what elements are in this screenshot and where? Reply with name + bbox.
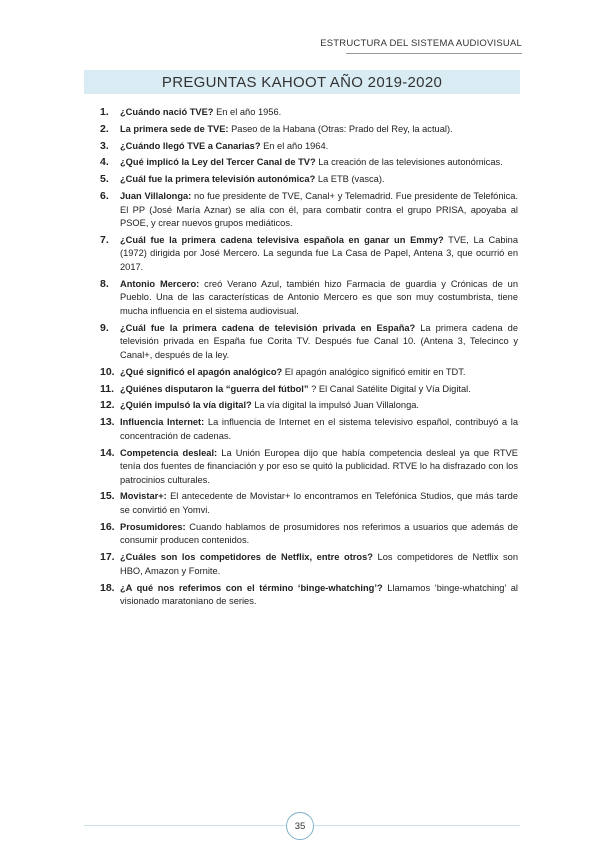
answer: creó Verano Azul, también hizo Farmacia de guardia y Crónicas de un Pueblo. Una de las características de Antonio Mercero es que son muy costumbrista, tiene mucha influencia en el sistema audiovisual. — [120, 278, 518, 317]
item-number: 15. — [100, 490, 115, 503]
item-number: 12. — [100, 399, 115, 412]
question: ¿Quiénes disputaron la “guerra del fútbol” — [120, 383, 309, 394]
item-number: 9. — [100, 321, 109, 334]
item-number: 5. — [100, 173, 109, 186]
item-number: 14. — [100, 446, 115, 459]
list-item — [98, 447, 518, 488]
list-item — [98, 490, 518, 517]
list-item — [98, 173, 518, 187]
question: ¿Qué significó el apagón analógico? — [120, 366, 283, 377]
question: Influencia Internet: — [120, 417, 205, 428]
question: Juan Villalonga: — [120, 190, 192, 201]
answer: Los competidores de Netflix son HBO, Amazon y Fornite. — [120, 552, 518, 576]
list-item — [98, 278, 518, 319]
item-number: 17. — [100, 551, 115, 564]
answer: La creación de las televisiones autonómicas. — [315, 157, 503, 168]
answer: La primera cadena de televisión privada en España fue Corita TV. Después fue Canal 10. (Antena 3, Telecinco y Canal+, después de la ley. — [120, 322, 518, 360]
list-item — [98, 366, 518, 380]
question: ¿Cuál fue la primera cadena de televisión privada en España? — [120, 322, 416, 333]
list-item — [98, 551, 518, 578]
item-number: 10. — [100, 365, 115, 378]
list-item — [98, 582, 518, 609]
question: ¿A qué nos referimos con el término ‘binge-whatching’? — [120, 582, 383, 593]
item-number: 18. — [100, 581, 115, 594]
list-item — [98, 383, 518, 397]
item-number: 13. — [100, 416, 115, 429]
list-item — [98, 156, 518, 170]
page-number: 35 — [286, 812, 314, 840]
list-item — [98, 190, 518, 231]
question-list — [98, 106, 518, 612]
running-header: ESTRUCTURA DEL SISTEMA AUDIOVISUAL — [320, 38, 522, 49]
item-number: 2. — [100, 122, 109, 135]
question: ¿Cuándo llegó TVE a Canarias? — [120, 140, 261, 151]
answer: La ETB (vasca). — [315, 174, 385, 185]
item-number: 1. — [100, 106, 109, 118]
answer: En el año 1964. — [260, 140, 329, 151]
answer: Paseo de la Habana (Otras: Prado del Rey, la actual). — [228, 123, 453, 134]
answer: no fue presidente de TVE, Canal+ y Telemadrid. Fue presidente de Telefónica. El PP (José María Aznar) se alía con él, para combatir contra el grupo PRISA, apoyaba al PSOE, y crear nuevos grupos mediáticos. — [120, 190, 518, 229]
list-item — [98, 399, 518, 413]
answer: La Unión Europea dijo que había competencia desleal ya que RTVE tenía dos fuentes de financiación y por eso se quitó la publicidad. RTVE lo ha disfrazado con los patrocinios culturales. — [120, 447, 518, 485]
list-item — [98, 416, 518, 443]
list-item — [98, 123, 518, 137]
question: ¿Cuál fue la primera televisión autonómica? — [120, 174, 316, 185]
question: Prosumidores: — [120, 521, 186, 532]
list-item — [98, 140, 518, 154]
question: ¿Qué implicó la Ley del Tercer Canal de TV? — [120, 157, 316, 168]
question: ¿Cuándo nació TVE? — [120, 107, 214, 117]
question: Antonio Mercero: — [120, 278, 200, 289]
item-number: 8. — [100, 277, 109, 290]
answer: ? El Canal Satélite Digital y Vía Digital. — [308, 383, 471, 394]
question: ¿Quién impulsó la vía digital? — [120, 400, 252, 411]
question: La primera sede de TVE: — [120, 123, 229, 134]
page-title: PREGUNTAS KAHOOT AÑO 2019-2020 — [84, 70, 520, 94]
list-item — [98, 234, 518, 275]
item-number: 4. — [100, 156, 109, 169]
answer: Llamamos ‘binge-whatching’ al visionado maratoniano de series. — [120, 582, 518, 607]
answer: La vía digital la impulsó Juan Villalonga. — [251, 400, 420, 411]
list-item — [98, 106, 518, 120]
list-item — [98, 521, 518, 548]
question: ¿Cuáles son los competidores de Netflix, entre otros? — [120, 552, 373, 563]
answer: En el año 1956. — [213, 107, 282, 117]
item-number: 16. — [100, 520, 115, 533]
answer: La influencia de Internet en el sistema televisivo español, contribuyó a la concentración de cadenas. — [120, 417, 518, 441]
answer: TVE, La Cabina (1972) dirigida por José Mercero. La segunda fue La Casa de Papel, Antena 3, que ocurrió en 2017. — [120, 234, 518, 273]
item-number: 6. — [100, 189, 109, 202]
list-item — [98, 322, 518, 363]
question: ¿Cuál fue la primera cadena televisiva española en ganar un Emmy? — [120, 234, 444, 245]
answer: El antecedente de Movistar+ lo encontramos en Telefónica Studios, que más tarde se convirtió en Yomvi. — [120, 491, 518, 516]
question: Movistar+: — [120, 491, 167, 502]
item-number: 11. — [100, 382, 115, 395]
item-number: 7. — [100, 233, 109, 246]
answer: Cuando hablamos de prosumidores nos referimos a usuarios que además de consumir producen contenidos. — [120, 521, 518, 546]
header-rule — [346, 53, 522, 54]
question: Competencia desleal: — [120, 447, 218, 458]
item-number: 3. — [100, 139, 109, 152]
answer: El apagón analógico significó emitir en TDT. — [282, 366, 466, 377]
